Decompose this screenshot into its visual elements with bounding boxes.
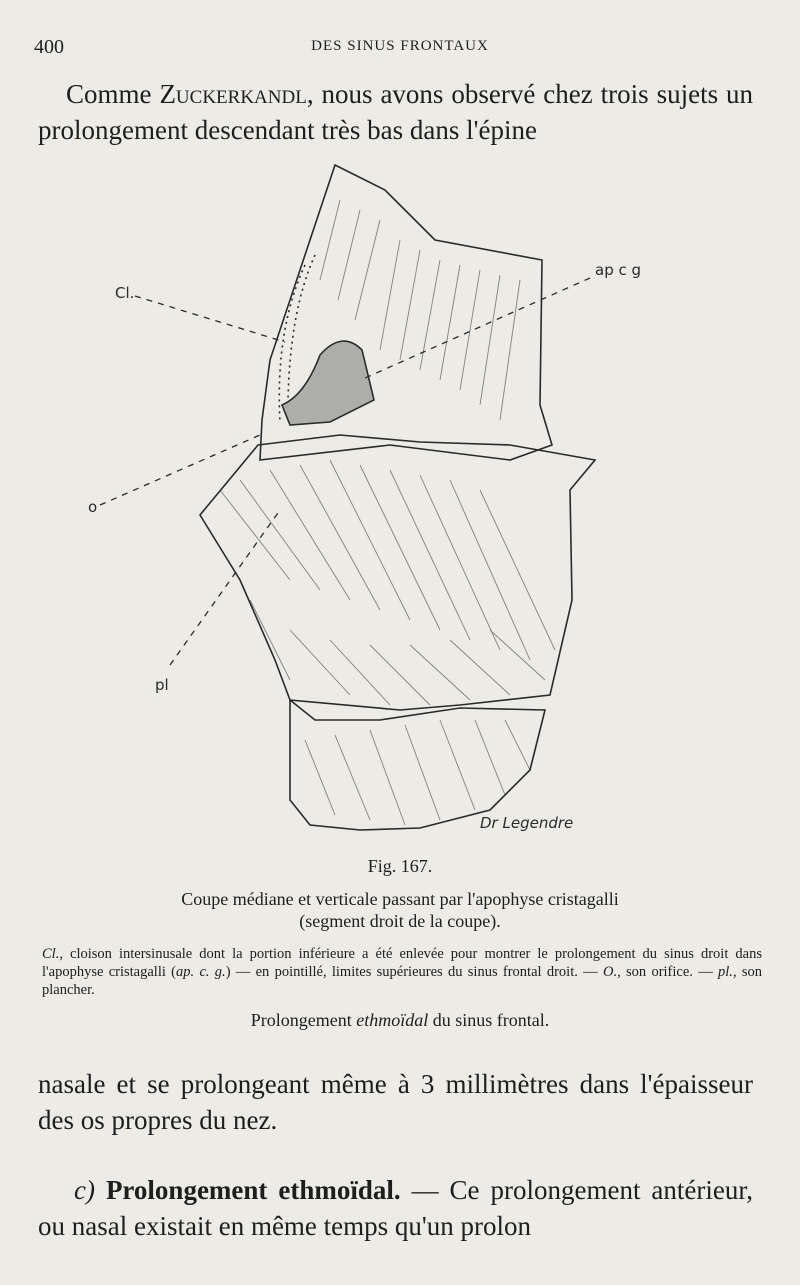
anatomical-illustration [88, 160, 642, 850]
figure-caption: Coupe médiane et verticale passant par l'apophyse cristagalli (segment droit de la coupe). [181, 889, 619, 931]
crista-cavity [282, 341, 374, 425]
running-title: DES SINUS FRONTAUX [311, 38, 489, 54]
leader-o [100, 435, 260, 505]
paragraph-middle: nasale et se prolongeant même à 3 millimètres dans l'épaisseur des os propres du nez. [38, 1069, 753, 1135]
label-apcg: ap c g [595, 261, 642, 279]
paragraph-bottom: c) Prolongement ethmoïdal. — Ce prolongement antérieur, ou nasal existait en même temps qu'un prolon [38, 1175, 753, 1241]
label-cl: Cl. [115, 284, 135, 302]
page-number: 400 [34, 36, 64, 58]
label-pl: pl [155, 676, 169, 694]
artist-signature: Dr Legendre [480, 814, 574, 832]
leader-cl [135, 296, 285, 342]
author-name: Zuckerkandl [159, 79, 307, 109]
label-o: o [88, 498, 98, 516]
leader-apcg [365, 278, 590, 378]
figure-number: Fig. 167. [367, 856, 433, 876]
base-outline [290, 700, 545, 830]
leader-pl [170, 510, 280, 665]
figure-subtitle: Prolongement ethmoïdal du sinus frontal. [250, 1010, 550, 1030]
paragraph-top: Comme Zuckerkandl, nous avons observé chez trois sujets un prolongement descendant très bas dans l'épine [38, 79, 754, 145]
figure-legend: Cl., cloison intersinusale dont la portion inférieure a été enlevée pour montrer le prolongement du sinus droit dans l'apophyse cristagalli (ap. c. g.) — en pointillé, limites supérieures du sinus frontal droit. — O., son orifice. — pl., son plancher. [42, 946, 763, 998]
section-heading: Prolongement ethmoïdal. [105, 1175, 401, 1205]
lower-bone-outline [200, 435, 595, 710]
